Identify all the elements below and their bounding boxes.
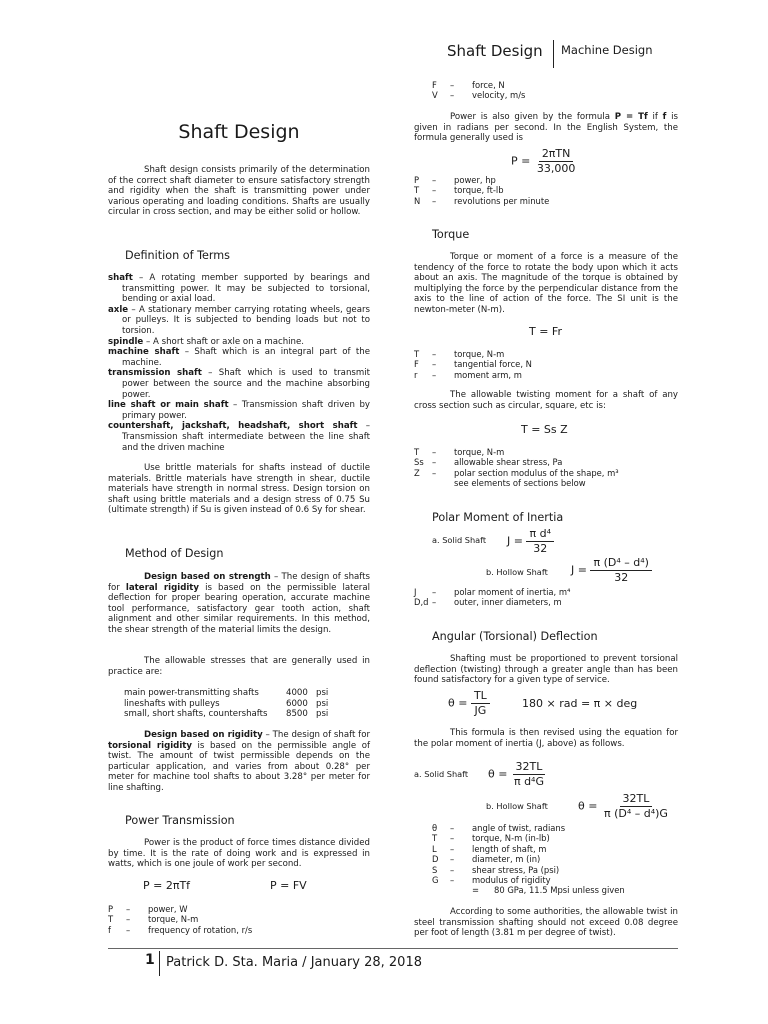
variable-row: T – torque, N-m — [108, 914, 199, 925]
solid-j-equation: J = $\frac{\text{π d⁴}}{32}$ — [507, 527, 554, 556]
definition-item: transmission shaft – Shaft which is used to transmit power between the source and the machine absorbing power. — [108, 368, 370, 400]
header-subtitle: Machine Design — [561, 43, 653, 57]
variable-row: T – torque, N-m — [414, 447, 505, 457]
hp-variables — [414, 175, 678, 206]
theta-equation: θ = $\frac{TL}{JG}$ — [448, 689, 490, 718]
angular-paragraph: Shafting must be proportioned to prevent torsional deflection (twisting) through a greater angle than has been found satisfactory for a given type of service. — [414, 654, 678, 686]
footer-author-date: Patrick D. Sta. Maria / January 28, 2018 — [166, 955, 422, 970]
brittle-paragraph: Use brittle materials for shafts instead of ductile materials. Brittle materials have strength in shear, ductile materials have strength in normal stress. Design torsion on shaft using brittle materials and a design stress of 0.75 Su (ultimate strength) if Su is given instead of 0.6 Sy for shear. — [108, 463, 370, 516]
torque-heading: Torque — [432, 228, 470, 241]
power-paragraph: Power is the product of force times distance divided by time. It is the rate of doing work and is expressed in watts, which is one joule of work per second. — [108, 838, 370, 870]
stress-table — [124, 688, 366, 720]
variable-row: L – length of shaft, m — [432, 843, 547, 854]
twist-variables — [414, 447, 678, 489]
angular-heading: Angular (Torsional) Deflection — [432, 630, 598, 643]
header-title: Shaft Design — [447, 42, 543, 60]
variable-row: T – torque, N-m — [414, 349, 505, 359]
theta-hollow-equation: θ = $\frac{32TL}{\text{π (D⁴ – d⁴)G}}$ — [578, 792, 668, 820]
definitions-list — [108, 273, 370, 453]
power-equation-1: P = 2πTf — [143, 879, 191, 892]
definition-item: countershaft, jackshaft, headshaft, short shaft – Transmission shaft intermediate between the line shaft and the driven machine — [108, 421, 370, 453]
definition-item: axle – A stationary member carrying rotating wheels, gears or pulleys. It is subjected to bending loads but not to torsion. — [108, 304, 370, 336]
definition-item: machine shaft – Shaft which is an integral part of the machine. — [108, 347, 370, 368]
revised-paragraph: This formula is then revised using the equation for the polar moment of inertia (J, above) as follows. — [414, 728, 678, 749]
page-number: 1 — [145, 952, 155, 968]
torque-variables — [414, 349, 678, 380]
power-variables — [108, 904, 370, 935]
theta-solid-equation: θ = $\frac{32TL}{\text{π d⁴G}}$ — [488, 760, 544, 788]
hollow-shaft-label-2: b. Hollow Shaft — [486, 801, 548, 811]
variable-row: T – torque, ft-lb — [414, 185, 504, 196]
variable-row: T – torque, N-m (in-lb) — [432, 833, 550, 844]
variable-row: see elements of sections below — [454, 478, 586, 489]
left-column — [108, 120, 370, 144]
variable-row: S – shear stress, Pa (psi) — [432, 864, 560, 875]
intro-paragraph: Shaft design consists primarily of the determination of the correct shaft diameter to ensure satisfactory strength and rigidity when the shaft is transmitting power under various operating and loading conditions. Shafts are usually circular in cross section, and may be either solid or hollow. — [108, 165, 370, 218]
twist-equation: T = Ss Z — [521, 423, 568, 436]
variable-row: = 80 GPa, 11.5 Mpsi unless given — [472, 885, 625, 896]
angle-variables — [432, 823, 678, 896]
table-row: lineshafts with pulleys 6000 psi — [124, 698, 329, 709]
method-heading: Method of Design — [125, 547, 224, 560]
variable-row: P – power, hp — [414, 175, 496, 185]
polar-variables — [414, 587, 678, 608]
definition-item: spindle – A short shaft or axle on a machine. — [108, 336, 304, 347]
variable-row: P – power, W — [108, 904, 188, 914]
variable-row: J – polar moment of inertia, m⁴ — [414, 587, 571, 597]
header-divider — [553, 40, 554, 68]
force-variables — [414, 80, 678, 101]
definition-heading: Definition of Terms — [125, 249, 231, 262]
variable-row: f – frequency of rotation, r/s — [108, 924, 253, 935]
torque-paragraph: Torque or moment of a force is a measure of the tendency of the force to rotate the body upon which it acts about an axis. The magnitude of the torque is obtained by multiplying the force by the perpendicular distance from the axis to the line of action of the force. The SI unit is the newton-meter (N-m). — [414, 252, 678, 315]
hp-equation: P = $\frac{\text{2πTN}}{33,000}$ — [511, 147, 576, 175]
polar-heading: Polar Moment of Inertia — [432, 511, 564, 524]
rigidity-paragraph: Design based on rigidity – The design of shaft for torsional rigidity is based on the permissible angle of twist. The amount of twist permissible depends on the particular application, and varies from about 0.28° per meter for machine tool shafts to about 3.28° per meter for line shafting. — [108, 730, 370, 793]
variable-row: G – modulus of rigidity — [432, 875, 551, 886]
variable-row: D – diameter, m (in) — [432, 854, 541, 865]
variable-row: V – velocity, m/s — [432, 90, 526, 101]
definition-item: shaft – A rotating member supported by bearings and transmitting power. It may be subjected to torsional, bending or axial load. — [108, 273, 370, 305]
hollow-shaft-label: b. Hollow Shaft — [486, 567, 548, 577]
torque-equation: T = Fr — [529, 325, 562, 338]
rad-deg-relation: 180 × rad = π × deg — [522, 697, 638, 710]
variable-row: N – revolutions per minute — [414, 195, 550, 206]
variable-row: r – moment arm, m — [414, 369, 522, 380]
variable-row: θ – angle of twist, radians — [432, 823, 566, 833]
page-title: Shaft Design — [178, 121, 300, 143]
variable-row: Z – polar section modulus of the shape, m³ — [414, 467, 619, 478]
strength-paragraph: Design based on strength – The design of shafts for lateral rigidity is based on the permissible lateral deflection for proper bearing operation, accurate machine tool performance, satisfactory gear tooth action, shaft alignment and other similar requirements. In this method, the shear strength of the material limits the design. — [108, 572, 370, 635]
footer-divider-line — [108, 948, 678, 949]
variable-row: F – force, N — [432, 80, 505, 90]
variable-row: F – tangential force, N — [414, 359, 532, 370]
definition-item: line shaft or main shaft – Transmission shaft driven by primary power. — [108, 400, 370, 421]
hollow-j-equation: J = $\frac{\text{π (D⁴ – d⁴)}}{32}$ — [571, 556, 652, 585]
power-heading: Power Transmission — [125, 814, 235, 827]
variable-row: Ss – allowable shear stress, Pa — [414, 457, 563, 468]
power-formula-paragraph: Power is also given by the formula P = Tf if f is given in radians per second. In the English System, the formula generally used is — [414, 112, 678, 144]
final-paragraph: According to some authorities, the allowable twist in steel transmission shafting should not exceed 0.08 degree per foot of length (3.81 m per degree of twist). — [414, 907, 678, 939]
twist-paragraph: The allowable twisting moment for a shaft of any cross section such as circular, square, etc is: — [414, 390, 678, 411]
allowable-paragraph: The allowable stresses that are generally used in practice are: — [108, 656, 370, 677]
footer-rule — [159, 951, 160, 976]
table-row: main power-transmitting shafts 4000 psi — [124, 688, 329, 698]
variable-row: D,d – outer, inner diameters, m — [414, 597, 562, 608]
solid-shaft-label: a. Solid Shaft — [432, 535, 487, 545]
solid-shaft-label-2: a. Solid Shaft — [414, 769, 469, 779]
table-row: small, short shafts, countershafts 8500 psi — [124, 709, 329, 720]
power-equation-2: P = FV — [270, 879, 307, 892]
